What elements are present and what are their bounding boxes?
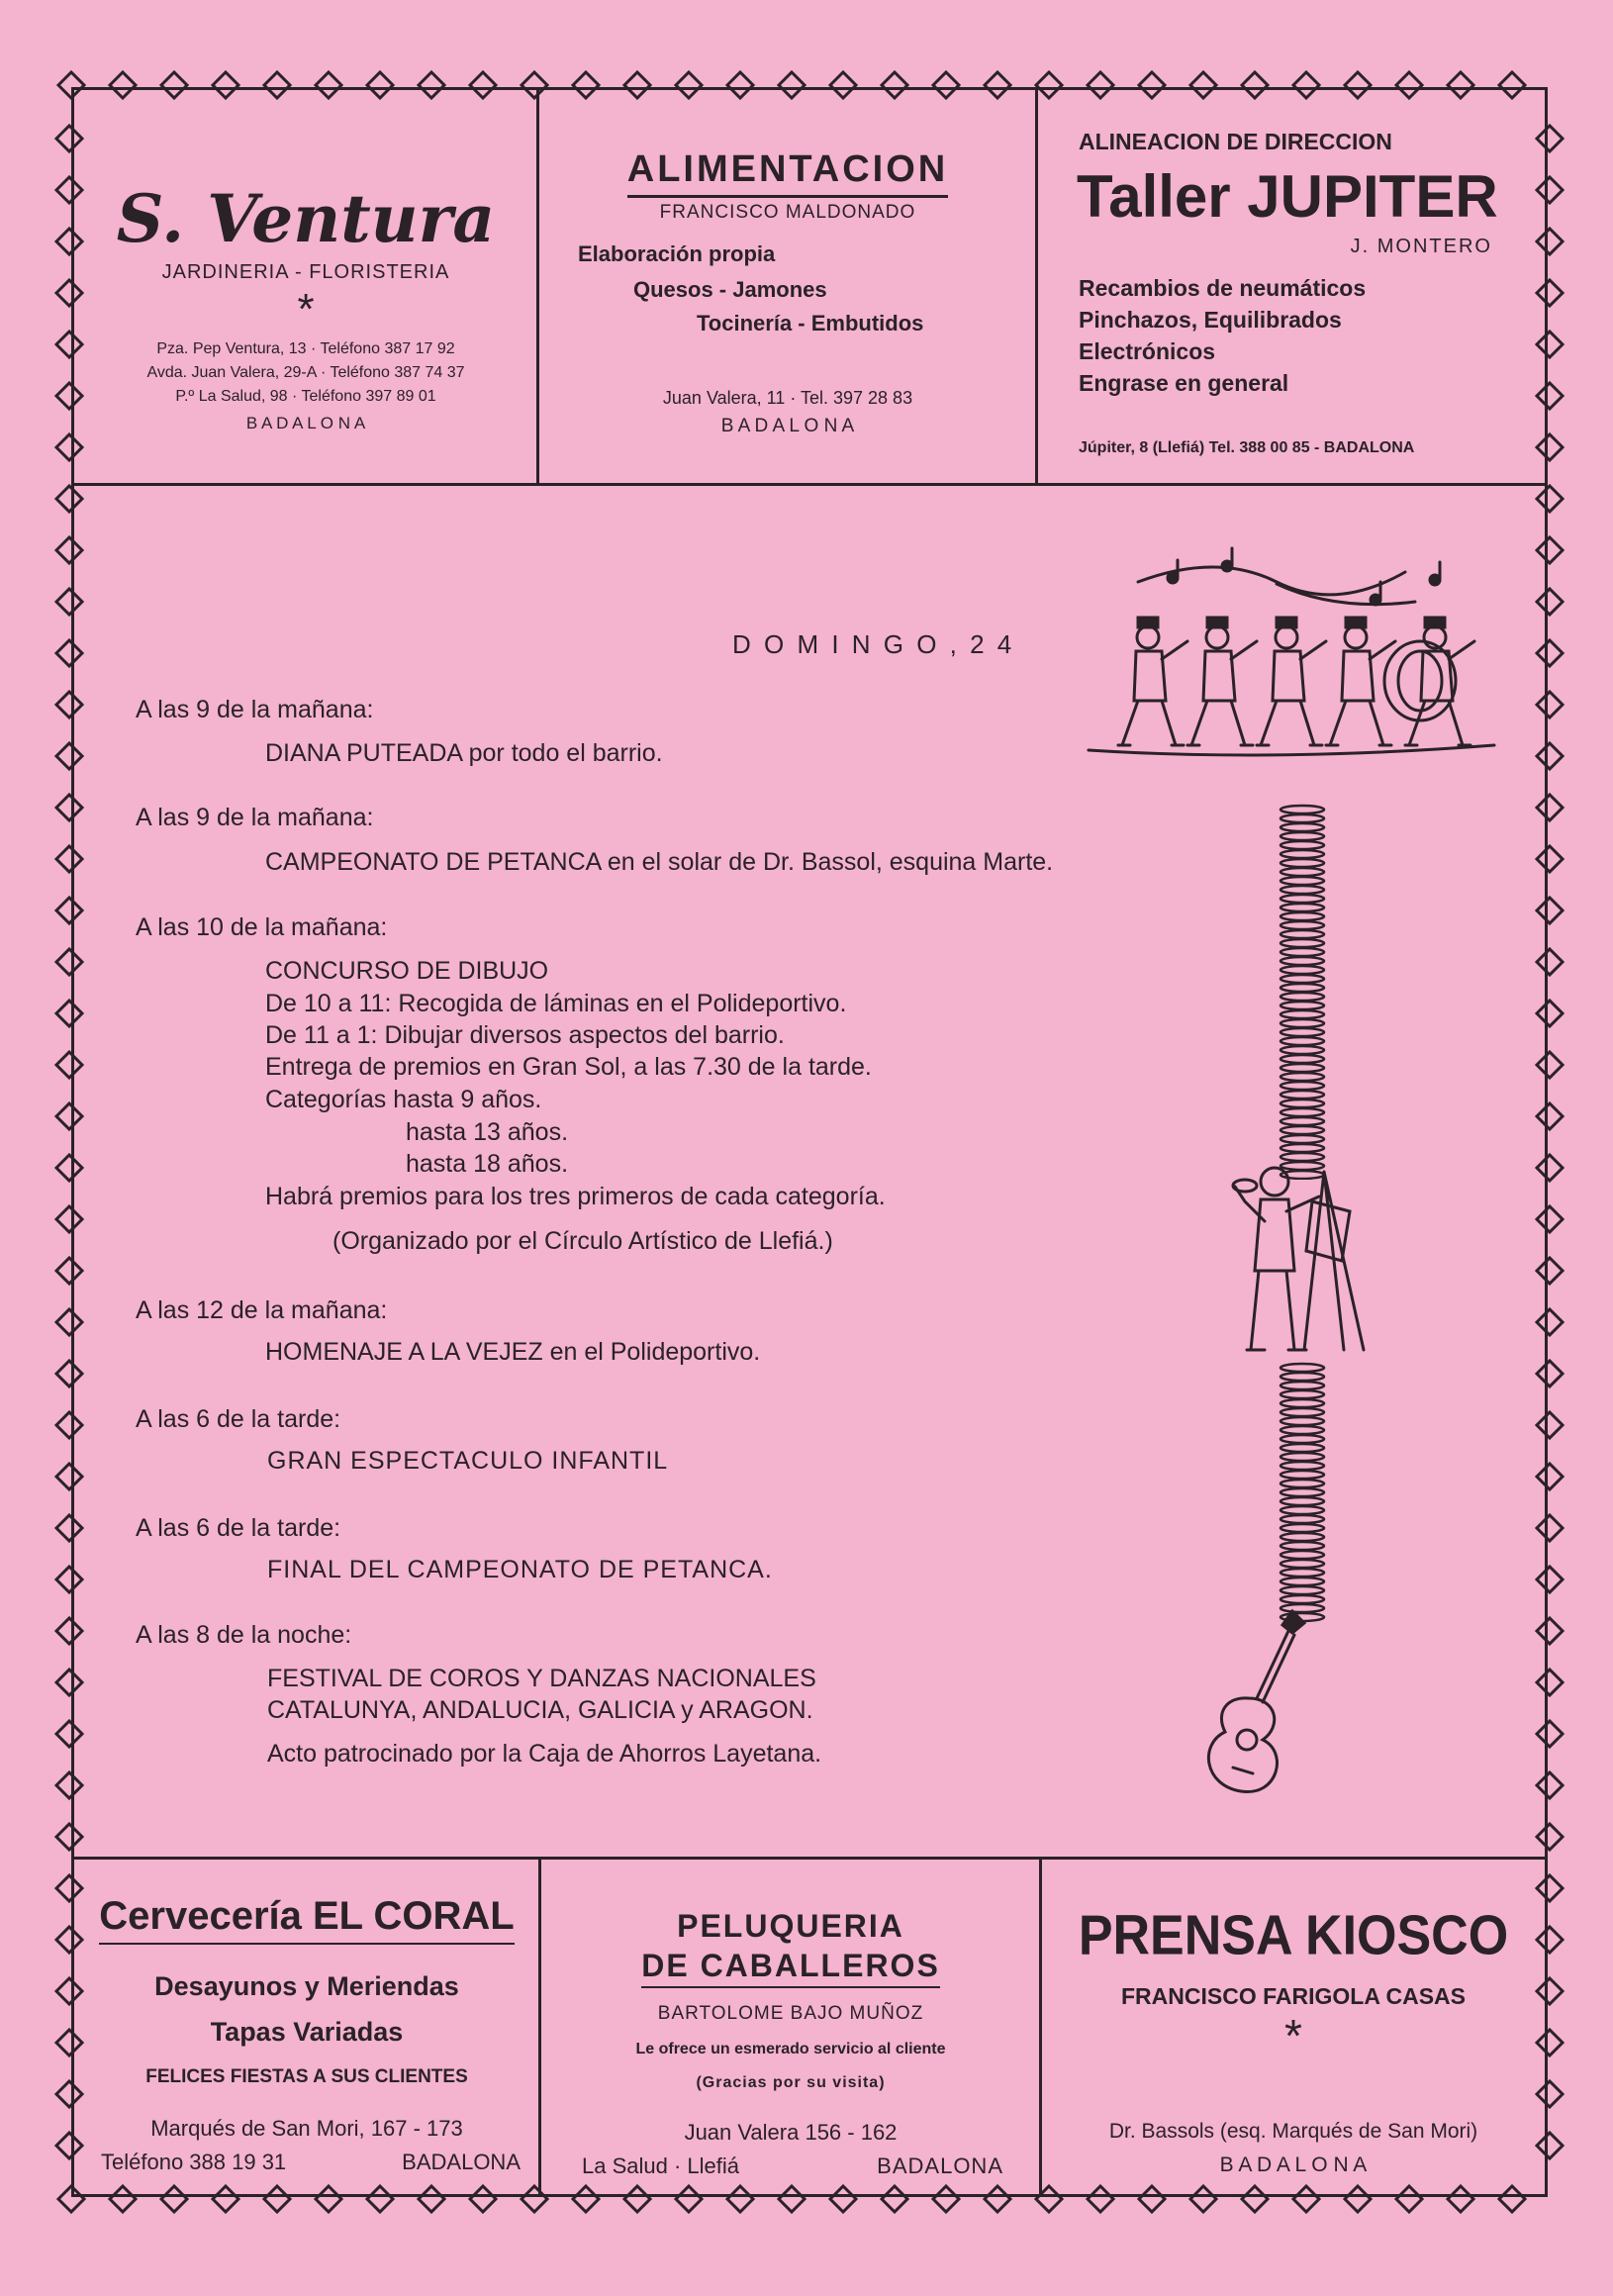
jupiter-service: Recambios de neumáticos [1079, 275, 1367, 301]
coral-name [75, 1894, 538, 1945]
spring-coil [1281, 1135, 1324, 1143]
event-line: HOMENAJE A LA VEJEZ en el Polideportivo. [265, 1338, 761, 1366]
alimentacion-title [540, 148, 1035, 198]
spring-coil [1281, 921, 1324, 929]
spring-coil [1281, 957, 1324, 965]
spring-coil [1281, 1426, 1324, 1434]
spring-coil [1281, 1126, 1324, 1134]
top-row-divider [71, 483, 1548, 486]
prensa-owner: FRANCISCO FARIGOLA CASAS [1121, 1983, 1466, 2009]
ad-coral [75, 1861, 538, 2193]
spring-coil [1281, 850, 1324, 858]
top-col-divider-2 [1035, 87, 1038, 485]
peluqueria-address2b: BADALONA [877, 2153, 1003, 2178]
event-line: CATALUNYA, ANDALUCIA, GALICIA y ARAGON. [267, 1696, 813, 1724]
spring-coil [1281, 1390, 1324, 1398]
peluqueria-address2a: La Salud · Llefiá [582, 2153, 739, 2178]
event-line: Acto patrocinado por la Caja de Ahorros Layetana. [267, 1740, 822, 1768]
spring-column-bottom [1273, 1362, 1332, 1629]
spring-coil [1281, 993, 1324, 1001]
spring-coil [1281, 1453, 1324, 1461]
spring-coil [1281, 1108, 1324, 1116]
jupiter-service: Pinchazos, Equilibrados [1079, 307, 1342, 333]
alimentacion-line2: Quesos - Jamones [633, 277, 827, 302]
peluqueria-address1: Juan Valera 156 - 162 [684, 2120, 898, 2145]
event-line: (Organizado por el Círculo Artístico de Llefiá.) [332, 1227, 833, 1255]
spring-coil [1281, 1408, 1324, 1416]
spring-column-top [1273, 804, 1332, 1180]
spring-coil [1281, 912, 1324, 920]
marcher-figure [1257, 618, 1326, 745]
alimentacion-address: Juan Valera, 11 · Tel. 397 28 83 [662, 388, 913, 408]
alimentacion-title-text: ALIMENTACION [627, 148, 949, 198]
spring-coil [1281, 1144, 1324, 1152]
alimentacion-owner: FRANCISCO MALDONADO [659, 202, 916, 223]
spring-coil [1281, 1542, 1324, 1550]
ventura-name: S. Ventura [116, 180, 496, 257]
ad-peluqueria [542, 1861, 1039, 2193]
event-time: A las 12 de la mañana: [136, 1296, 388, 1324]
spring-coil [1281, 1515, 1324, 1523]
spring-coil [1281, 1019, 1324, 1027]
ventura-city: B A D A L O N A [245, 414, 366, 432]
spring-coil [1281, 1100, 1324, 1107]
spring-coil [1281, 1595, 1324, 1603]
coral-name-text: Cervecería EL CORAL [99, 1894, 514, 1945]
marcher-figure [1187, 618, 1257, 745]
marcher-figure [1405, 618, 1474, 745]
event-time: A las 6 de la tarde: [136, 1514, 341, 1542]
spring-coil [1281, 1471, 1324, 1479]
event-line: FINAL DEL CAMPEONATO DE PETANCA. [267, 1556, 773, 1583]
bottom-col-divider-1 [538, 1857, 541, 2197]
spring-coil [1281, 939, 1324, 947]
event-line: DIANA PUTEADA por todo el barrio. [265, 739, 663, 767]
event-line: hasta 18 años. [406, 1150, 569, 1178]
event-line: hasta 13 años. [406, 1118, 569, 1146]
spring-coil [1281, 1073, 1324, 1081]
spring-coil [1281, 1533, 1324, 1541]
spring-coil [1281, 1506, 1324, 1514]
spring-coil [1281, 1480, 1324, 1487]
event-time: A las 6 de la tarde: [136, 1405, 341, 1433]
spring-coil [1281, 823, 1324, 831]
peluqueria-line1: Le ofrece un esmerado servicio al cliente [635, 2041, 946, 2057]
spring-coil [1281, 1002, 1324, 1009]
jupiter-name: Taller JUPITER [1077, 163, 1498, 230]
prensa-city: B A D A L O N A [1219, 2153, 1368, 2176]
alimentacion-line1: Elaboración propia [578, 241, 776, 266]
spring-coil [1281, 1560, 1324, 1568]
spring-coil [1281, 1117, 1324, 1125]
spring-coil [1281, 841, 1324, 849]
ventura-line: Pza. Pep Ventura, 13 · Teléfono 387 17 92 [156, 340, 455, 357]
prensa-title: PRENSA KIOSCO [1078, 1904, 1509, 1967]
event-line: CONCURSO DE DIBUJO [265, 957, 549, 985]
ventura-line: Avda. Juan Valera, 29-A · Teléfono 387 74 37 [146, 364, 465, 381]
prensa-address: Dr. Bassols (esq. Marqués de San Mori) [1108, 2120, 1478, 2143]
spring-coil [1281, 1551, 1324, 1559]
spring-coil [1281, 975, 1324, 983]
peluqueria-line2: (Gracias por su visita) [696, 2074, 886, 2091]
coral-phone: Teléfono 388 19 31 [101, 2150, 287, 2174]
spring-coil [1281, 1091, 1324, 1099]
spring-coil [1281, 832, 1324, 840]
spring-coil [1281, 1046, 1324, 1054]
spring-coil [1281, 1028, 1324, 1036]
ad-ventura [75, 91, 536, 483]
ventura-subtitle: JARDINERIA - FLORISTERIA [161, 261, 450, 283]
spring-coil [1281, 948, 1324, 956]
spring-coil [1281, 1524, 1324, 1532]
spring-coil [1281, 859, 1324, 867]
jupiter-address: Júpiter, 8 (Llefiá) Tel. 388 00 85 - BADALONA [1079, 439, 1415, 456]
peluqueria-title1: PELUQUERIA [677, 1908, 904, 1944]
spring-coil [1281, 1382, 1324, 1389]
jupiter-heading: ALINEACION DE DIRECCION [1079, 129, 1392, 154]
show-through-ghost [148, 515, 154, 540]
spring-coil [1281, 877, 1324, 885]
spring-coil [1281, 1569, 1324, 1577]
ventura-line: P.º La Salud, 98 · Teléfono 397 89 01 [175, 388, 436, 405]
peluqueria-title2-text: DE CABALLEROS [641, 1948, 940, 1988]
spring-coil [1281, 1462, 1324, 1470]
ad-prensa [1043, 1861, 1544, 2193]
event-line: De 11 a 1: Dibujar diversos aspectos del barrio. [265, 1021, 785, 1049]
spring-coil [1281, 1373, 1324, 1381]
prensa-star: * [1284, 2010, 1302, 2061]
spring-coil [1281, 904, 1324, 911]
spring-coil [1281, 1399, 1324, 1407]
spring-coil [1281, 895, 1324, 903]
ad-jupiter [1039, 91, 1544, 483]
spring-coil [1281, 1082, 1324, 1090]
event-time: A las 9 de la mañana: [136, 696, 374, 723]
spring-coil [1281, 1444, 1324, 1452]
spring-coil [1281, 806, 1324, 813]
top-col-divider-1 [536, 87, 539, 485]
spring-coil [1281, 966, 1324, 974]
spring-coil [1281, 814, 1324, 822]
peluqueria-title2 [542, 1948, 1039, 1988]
spring-coil [1281, 1578, 1324, 1585]
spring-coil [1281, 886, 1324, 894]
spring-coil [1281, 1010, 1324, 1018]
spring-coil [1281, 1417, 1324, 1425]
bottom-row-divider [71, 1857, 1548, 1860]
spring-coil [1281, 1037, 1324, 1045]
coral-line2: Tapas Variadas [210, 2017, 404, 2047]
marcher-figure [1118, 618, 1187, 745]
jupiter-service: Electrónicos [1079, 338, 1216, 364]
jupiter-service: Engrase en general [1079, 370, 1289, 396]
event-time: A las 9 de la mañana: [136, 804, 374, 831]
spring-coil [1281, 1364, 1324, 1372]
event-line: CAMPEONATO DE PETANCA en el solar de Dr. Bassol, esquina Marte. [265, 848, 1054, 876]
event-line: Categorías hasta 9 años. [265, 1086, 542, 1113]
event-time: A las 8 de la noche: [136, 1621, 352, 1649]
jupiter-owner: J. MONTERO [1350, 236, 1492, 257]
peluqueria-owner: BARTOLOME BAJO MUÑOZ [657, 2003, 924, 2024]
spring-coil [1281, 1586, 1324, 1594]
event-line: FESTIVAL DE COROS Y DANZAS NACIONALES [267, 1665, 816, 1692]
bottom-col-divider-2 [1039, 1857, 1042, 2197]
coral-city: BADALONA [402, 2150, 521, 2174]
ad-alimentacion [540, 91, 1035, 483]
event-line: Entrega de premios en Gran Sol, a las 7.30 de la tarde. [265, 1053, 872, 1081]
guitar-illustration [1197, 1603, 1316, 1801]
spring-coil [1281, 1488, 1324, 1496]
event-time: A las 10 de la mañana: [136, 913, 388, 941]
program-day: D O M I N G O , 2 4 [732, 629, 1015, 659]
marching-band-illustration [1079, 542, 1504, 770]
coral-line1: Desayunos y Meriendas [154, 1971, 459, 2001]
alimentacion-city: B A D A L O N A [720, 416, 855, 436]
spring-coil [1281, 984, 1324, 992]
spring-coil [1281, 1497, 1324, 1505]
ventura-star: * [297, 285, 315, 334]
spring-coil [1281, 930, 1324, 938]
spring-coil [1281, 1435, 1324, 1443]
coral-line3: FELICES FIESTAS A SUS CLIENTES [145, 2066, 468, 2087]
spring-coil [1281, 868, 1324, 876]
event-line: Habrá premios para los tres primeros de cada categoría. [265, 1183, 886, 1210]
painter-illustration [1225, 1152, 1374, 1360]
coral-address: Marqués de San Mori, 167 - 173 [150, 2116, 463, 2141]
spring-coil [1281, 1055, 1324, 1063]
event-line: GRAN ESPECTACULO INFANTIL [267, 1447, 669, 1475]
alimentacion-line3: Tocinería - Embutidos [697, 311, 924, 335]
spring-coil [1281, 1064, 1324, 1072]
event-line: De 10 a 11: Recogida de láminas en el Polideportivo. [265, 990, 847, 1017]
